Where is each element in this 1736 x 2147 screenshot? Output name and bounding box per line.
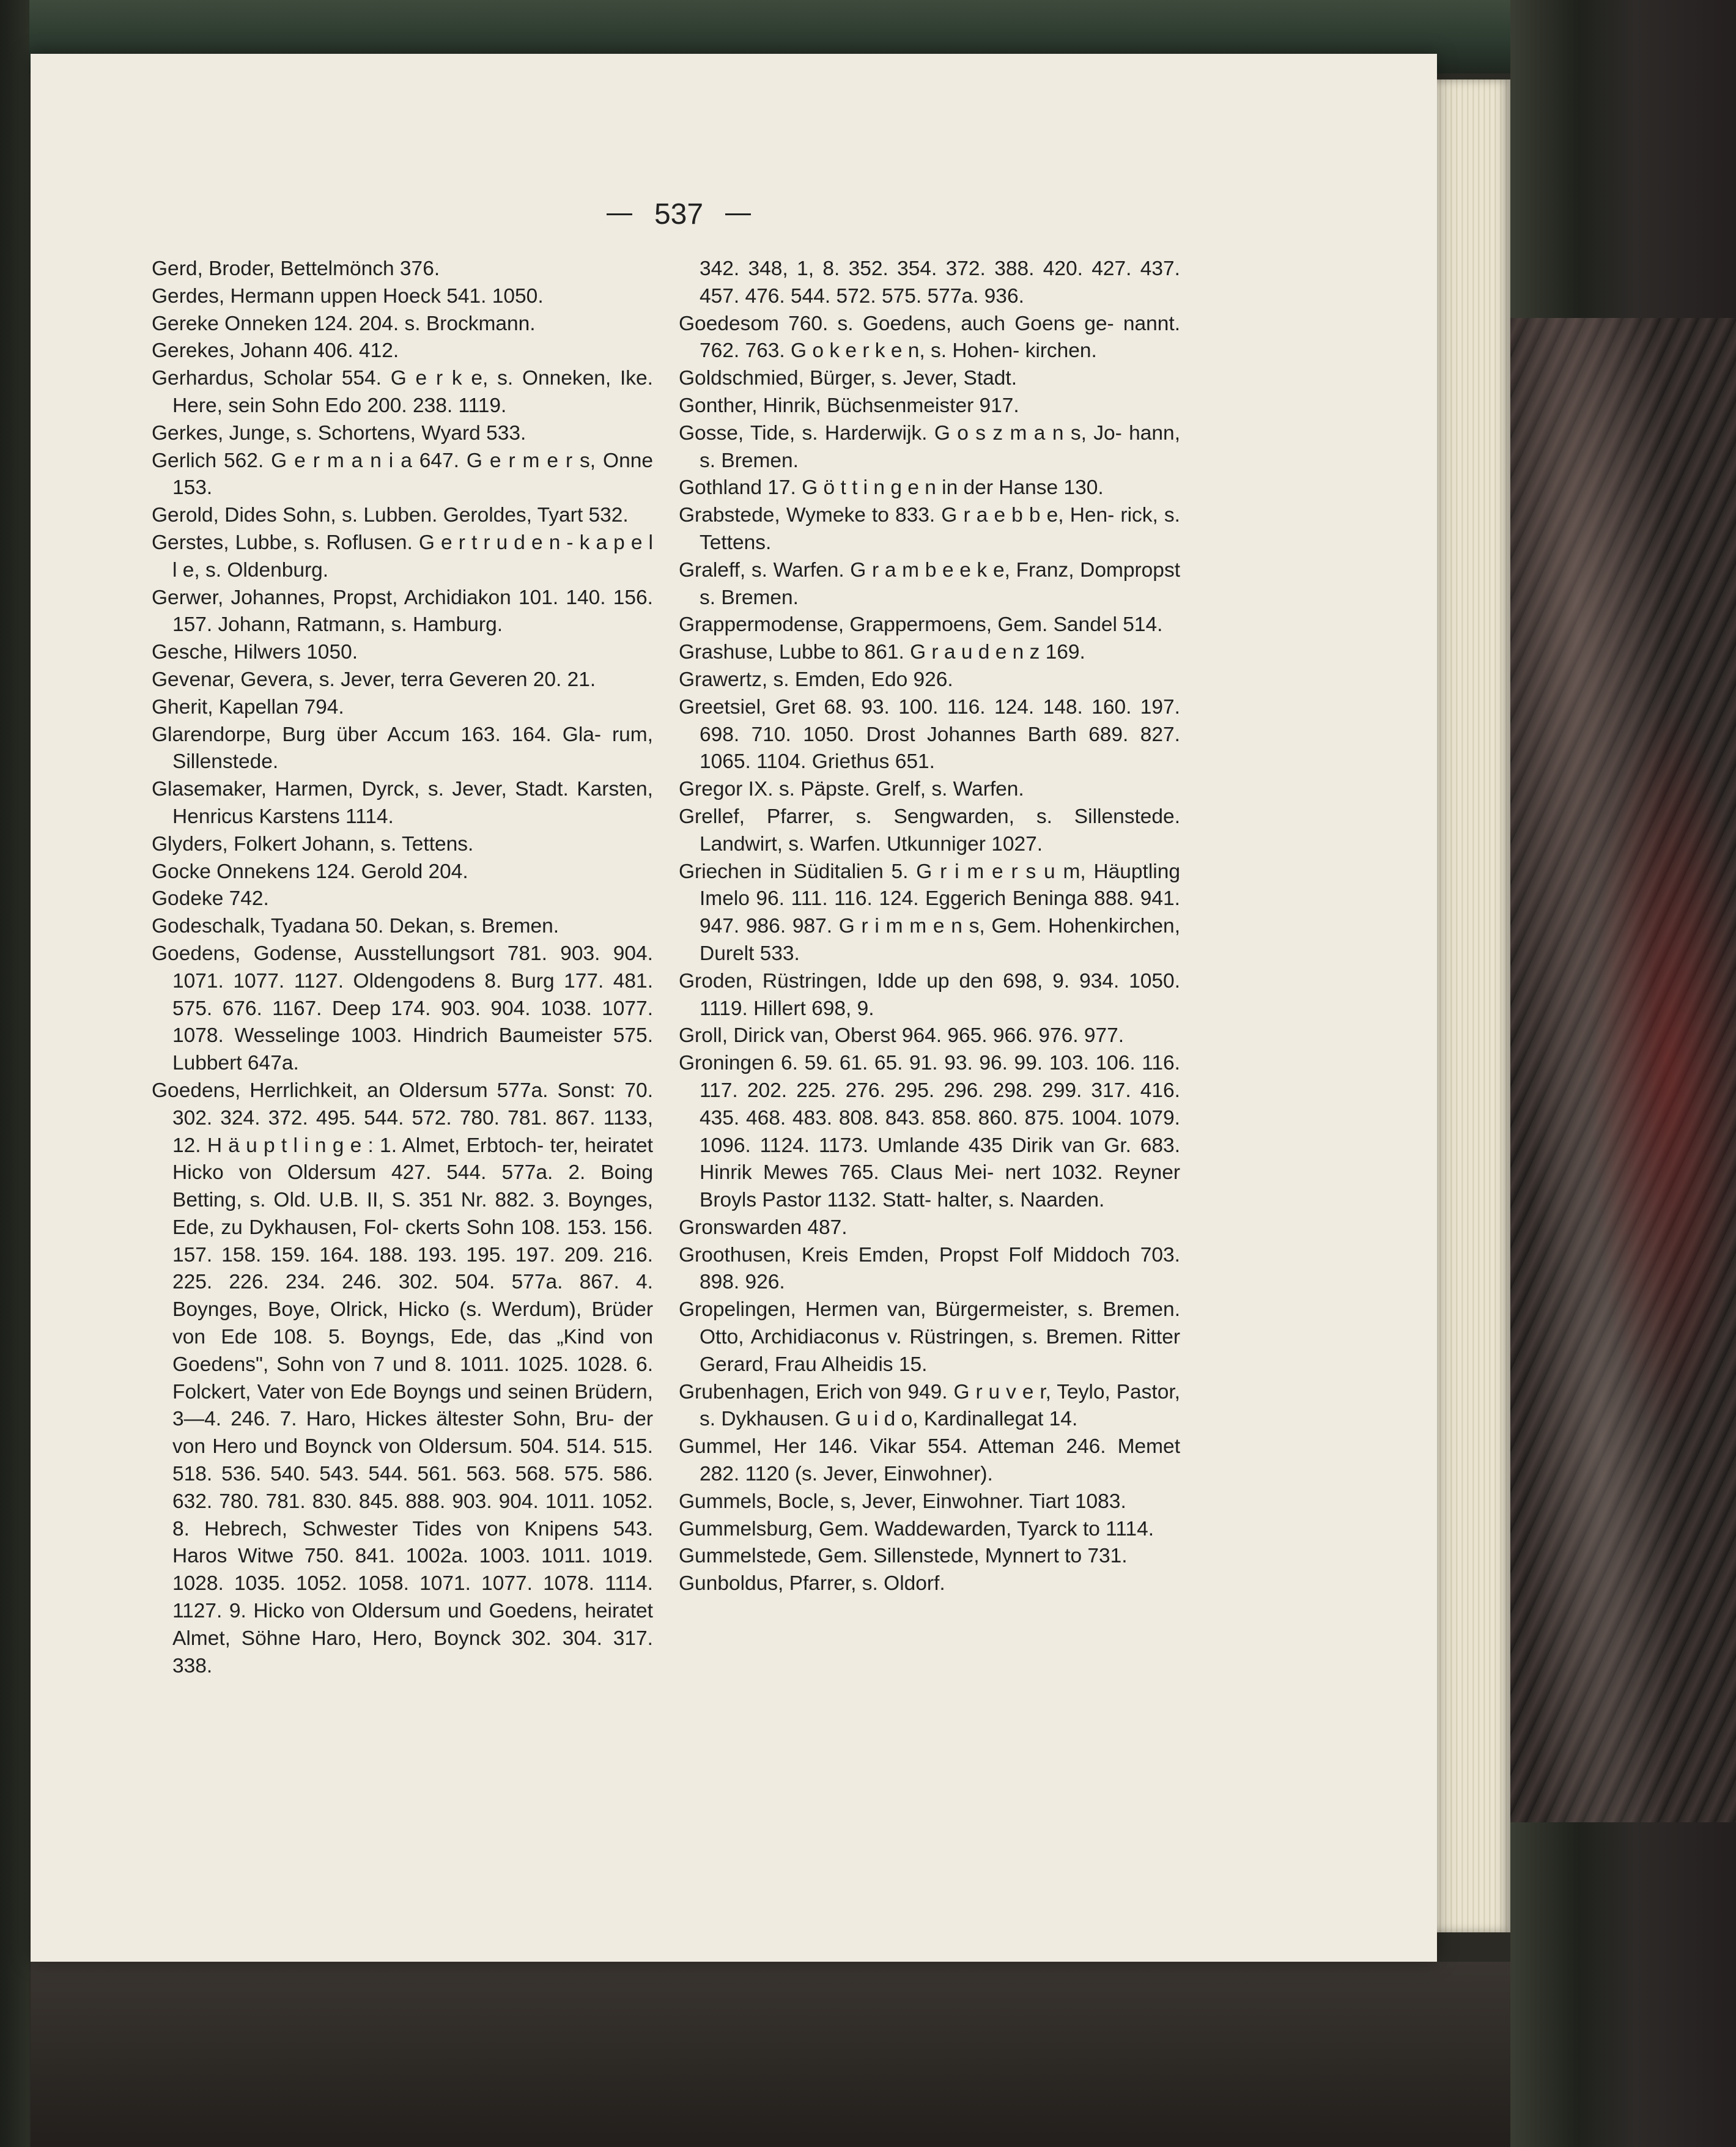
page-bottom-edge bbox=[31, 1962, 1510, 2147]
index-entry: Goedens, Godense, Ausstellungsort 781. 903. 904. 1071. 1077. 1127. Oldengodens 8. Burg 177. 481. 575. 676. 1167. Deep 174. 903. 904. 1038. 1077. 1078. Wesselinge 1003. Hindrich Baumeister 575. Lubbert 647a. bbox=[152, 942, 653, 1075]
index-entry: Gummels, Bocle, s, Jever, Einwohner. Tiart 1083. bbox=[679, 1490, 1126, 1513]
index-entry: Goedesom 760. s. Goedens, auch Goens ge- nannt. 762. 763. G o k e r k e n, s. Hohen- kirchen. bbox=[679, 312, 1180, 363]
index-entry: Glarendorpe, Burg über Accum 163. 164. Gla- rum, Sillenstede. bbox=[152, 723, 653, 774]
index-entry: Gregor IX. s. Päpste. Grelf, s. Warfen. bbox=[679, 778, 1024, 801]
index-entry: Gerekes, Johann 406. 412. bbox=[152, 339, 399, 363]
index-entry: Gonther, Hinrik, Büchsenmeister 917. bbox=[679, 394, 1019, 417]
index-entry: Gothland 17. G ö t t i n g e n in der Hanse 130. bbox=[679, 476, 1104, 500]
index-entry: Grappermodense, Grappermoens, Gem. Sandel 514. bbox=[679, 613, 1163, 637]
index-entry: Goedens, Herrlichkeit, an Oldersum 577a. Sonst: 70. 302. 324. 372. 495. 544. 572. 780. 781. 867. 1133, 12. H ä u p t l i n g e : 1. Almet, Erbtoch- ter, heiratet Hicko von Oldersum 427. 544. 577a. 2. Boing Betting, s. Old. U.B. II, S. 351 Nr. 882. 3. Boynges, Ede, zu Dykhausen, Fol- ckerts Sohn 108. 153. 156. 157. 158. 159. 164. 188. 193. 195. 197. 209. 216. 225. 226. 234. 246. 302. 504. 577a. 867. 4. Boynges, Boye, Olrick, Hicko (s. Werdum), Brüder von Ede 108. 5. Boyngs, Ede, das „Kind von Goedens", Sohn von 7 und 8. 1011. 1025. 1028. 6. Folckert, Vater von Ede Boyngs und seinen Brüdern, 3—4. 246. 7. Haro, Hickes ältester Sohn, Bru- der von Hero und Boynck von Oldersum. 504. 514. 515. 518. 536. 540. 543. 544. 561. 563. 568. 575. 586. 632. 780. 781. 830. 845. 888. 903. 904. 1011. 1052. 8. Hebrech, Schwester Tides von Knipens 543. Haros Witwe 750. 841. 1002a. 1003. 1011. 1019. 1028. 1035. 1052. 1058. 1071. 1077. 1078. 1114. 1127. 9. Hicko von Oldersum und Goedens, heiratet Almet, Söhne Haro, Hero, Boynck 302. 304. 317. 338. bbox=[152, 1079, 653, 1677]
index-entry: Gocke Onnekens 124. Gerold 204. bbox=[152, 860, 468, 883]
index-entry: Glasemaker, Harmen, Dyrck, s. Jever, Stadt. Karsten, Henricus Karstens 1114. bbox=[152, 778, 653, 828]
index-entry: Gevenar, Gevera, s. Jever, terra Geveren 20. 21. bbox=[152, 668, 596, 691]
index-entry: Gummelsburg, Gem. Waddewarden, Tyarck to 1114. bbox=[679, 1517, 1154, 1540]
index-entry: Groothusen, Kreis Emden, Propst Folf Middoch 703. 898. 926. bbox=[679, 1243, 1180, 1294]
index-entry: Gronswarden 487. bbox=[679, 1216, 848, 1239]
header-dash-left bbox=[607, 213, 632, 215]
index-entry: Grabstede, Wymeke to 833. G r a e b b e, Hen- rick, s. Tettens. bbox=[679, 504, 1180, 554]
page-number: 537 bbox=[654, 198, 704, 231]
index-entry: Grellef, Pfarrer, s. Sengwarden, s. Sillenstede. Landwirt, s. Warfen. Utkunniger 1027. bbox=[679, 805, 1180, 855]
index-entry: Gherit, Kapellan 794. bbox=[152, 695, 344, 719]
index-entry: Grashuse, Lubbe to 861. G r a u d e n z 169. bbox=[679, 641, 1085, 664]
index-entry: Gerstes, Lubbe, s. Roflusen. G e r t r u d e n - k a p e l l e, s. Oldenburg. bbox=[152, 531, 653, 582]
index-entry: Gummel, Her 146. Vikar 554. Atteman 246. Memet 282. 1120 (s. Jever, Einwohner). bbox=[679, 1435, 1180, 1486]
index-entry: Groningen 6. 59. 61. 65. 91. 93. 96. 99. 103. 106. 116. 117. 202. 225. 276. 295. 296. 298. 299. 317. 416. 435. 468. 483. 808. 843. 858. 860. 875. 1004. 1079. 1096. 1124. 1173. Umlande 435 Dirik van Gr. 683. Hinrik Mewes 765. Claus Mei- nert 1032. Reyner Broyls Pastor 1132. Statt- halter, s. Naarden. bbox=[679, 1052, 1180, 1212]
index-entry: Gerold, Dides Sohn, s. Lubben. Geroldes, Tyart 532. bbox=[152, 504, 629, 527]
index-entry: Glyders, Folkert Johann, s. Tettens. bbox=[152, 832, 474, 855]
index-entry: Godeke 742. bbox=[152, 887, 269, 911]
index-entry: Graleff, s. Warfen. G r a m b e e k e, Franz, Dompropst s. Bremen. bbox=[679, 558, 1180, 609]
index-entry: Goldschmied, Bürger, s. Jever, Stadt. bbox=[679, 367, 1018, 390]
index-entry: Godeschalk, Tyadana 50. Dekan, s. Bremen. bbox=[152, 915, 560, 938]
index-entry: Gesche, Hilwers 1050. bbox=[152, 641, 358, 664]
index-column-left bbox=[152, 256, 653, 1680]
index-entry: Gerkes, Junge, s. Schortens, Wyard 533. bbox=[152, 421, 526, 445]
index-entry: Groll, Dirick van, Oberst 964. 965. 966. 976. 977. bbox=[679, 1024, 1125, 1048]
index-entry: Gerdes, Hermann uppen Hoeck 541. 1050. bbox=[152, 284, 544, 308]
index-entry: Gunboldus, Pfarrer, s. Oldorf. bbox=[679, 1572, 945, 1595]
index-entry: Gosse, Tide, s. Harderwijk. G o s z m a n s, Jo- hann, s. Bremen. bbox=[679, 421, 1180, 472]
index-entry: Gropelingen, Hermen van, Bürgermeister, s. Bremen. Otto, Archidiaconus v. Rüstringen, s. Bremen. Ritter Gerard, Frau Alheidis 15. bbox=[679, 1298, 1180, 1376]
index-entry: Gummelstede, Gem. Sillenstede, Mynnert to 731. bbox=[679, 1545, 1128, 1568]
index-entry: Gerd, Broder, Bettelmönch 376. bbox=[152, 257, 440, 280]
index-entry: Gereke Onneken 124. 204. s. Brockmann. bbox=[152, 312, 536, 335]
book-spine bbox=[0, 0, 29, 2147]
index-entry: Gerlich 562. G e r m a n i a 647. G e r m e r s, Onne 153. bbox=[152, 449, 653, 500]
index-entry: Grawertz, s. Emden, Edo 926. bbox=[679, 668, 953, 691]
index-entry: Grubenhagen, Erich von 949. G r u v e r, Teylo, Pastor, s. Dykhausen. G u i d o, Kardinallegat 14. bbox=[679, 1380, 1180, 1431]
index-entry: Gerwer, Johannes, Propst, Archidiakon 101. 140. 156. 157. Johann, Ratmann, s. Hamburg. bbox=[152, 586, 653, 637]
index-entry: Groden, Rüstringen, Idde up den 698, 9. 934. 1050. 1119. Hillert 698, 9. bbox=[679, 969, 1180, 1020]
index-entry-continuation: 342. 348, 1, 8. 352. 354. 372. 388. 420. 427. 437. 457. 476. 544. 572. 575. 577a. 936. bbox=[700, 257, 1180, 308]
page-fore-edge bbox=[1425, 79, 1510, 1932]
page-header bbox=[587, 190, 770, 238]
header-dash-right bbox=[725, 213, 751, 215]
index-entry: Griechen in Süditalien 5. G r i m e r s u m, Häuptling Imelo 96. 111. 116. 124. Eggerich Beninga 888. 941. 947. 986. 987. G r i m m e n s, Gem. Hohenkirchen, Durelt 533. bbox=[679, 860, 1180, 965]
index-entry: Greetsiel, Gret 68. 93. 100. 116. 124. 148. 160. 197. 698. 710. 1050. Drost Johannes Barth 689. 827. 1065. 1104. Griethus 651. bbox=[679, 695, 1180, 774]
index-column-right bbox=[679, 256, 1180, 1598]
index-entry: Gerhardus, Scholar 554. G e r k e, s. Onneken, Ike. Here, sein Sohn Edo 200. 238. 1119. bbox=[152, 367, 653, 417]
marbled-endpaper bbox=[1510, 318, 1736, 1822]
